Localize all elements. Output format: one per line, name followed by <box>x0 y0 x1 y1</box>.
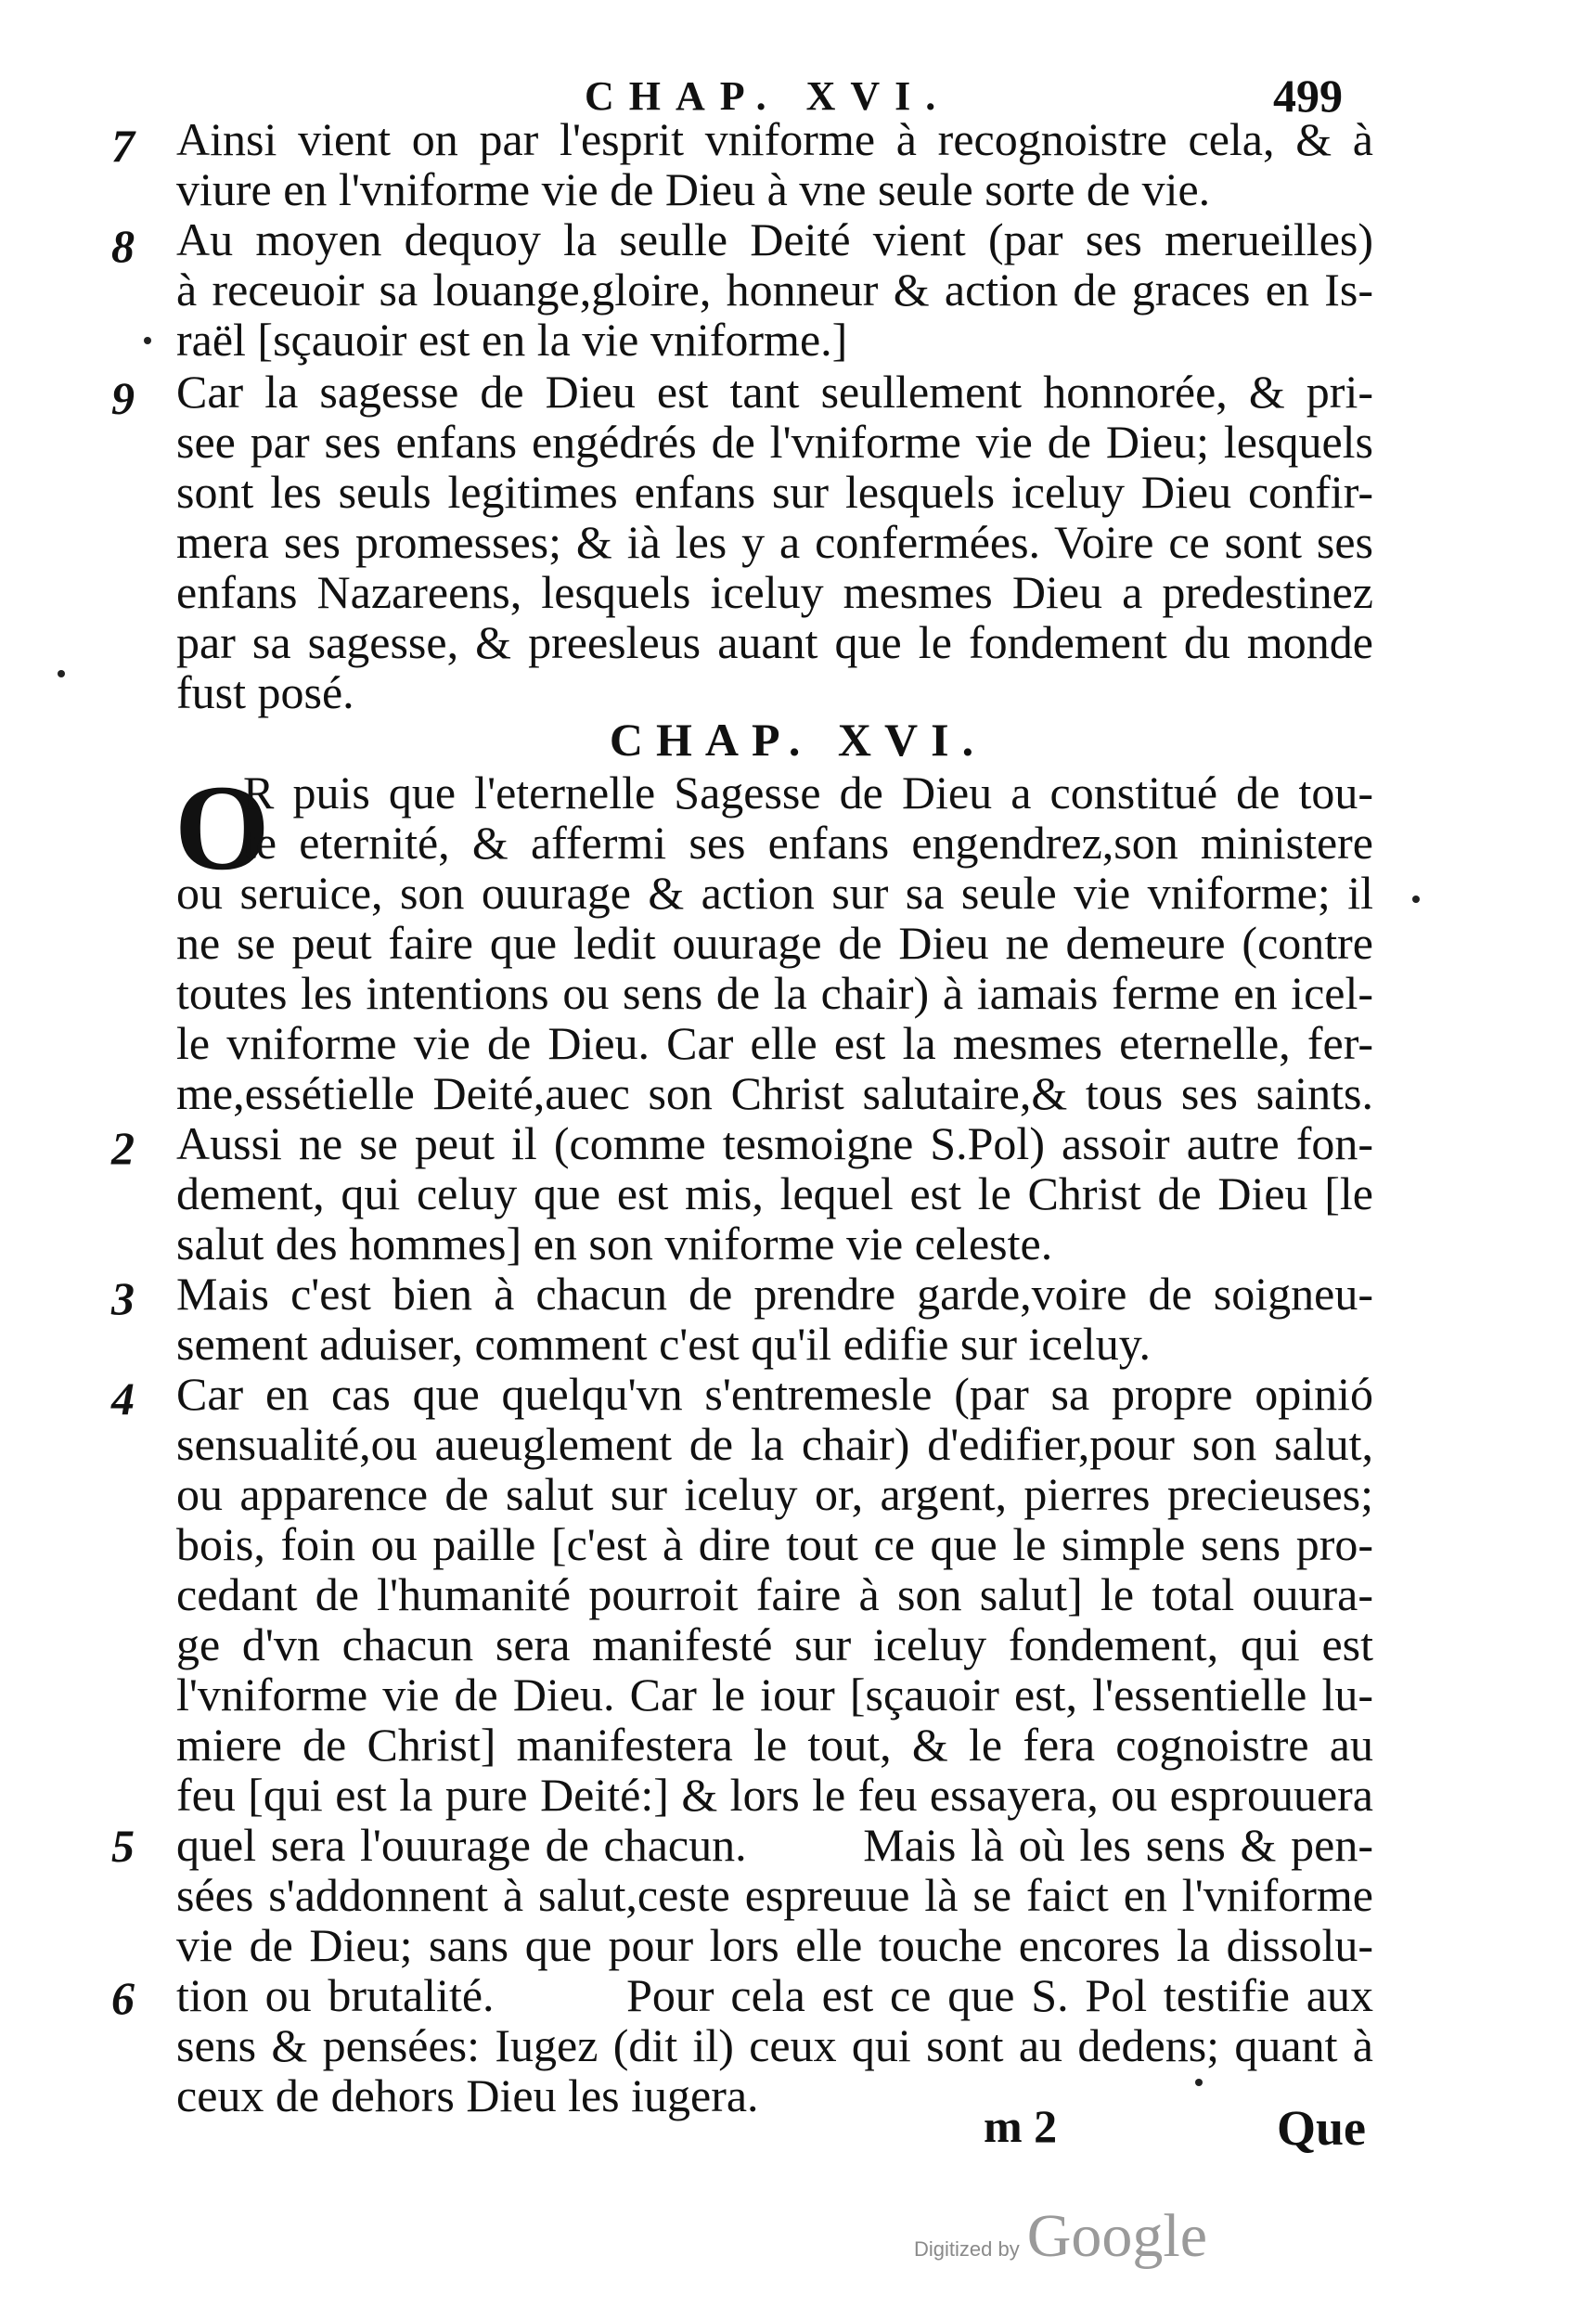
verse-number: 4 <box>111 1373 135 1424</box>
running-head: CHAP. XVI. <box>585 73 951 119</box>
text-line: Aussi ne se peut il (comme tesmoigne S.Pol) assoir autre fon- <box>176 1117 1373 1169</box>
ink-speck <box>144 337 151 344</box>
text-line: ou apparence de salut sur iceluy or, argent, pierres precieuses; <box>176 1468 1373 1520</box>
text-line: mera ses promesses; & ià les y a confermées. Voire ce sont ses <box>176 516 1373 568</box>
text-line: miere de Christ] manifestera le tout, & le fera cognoistre au <box>176 1719 1373 1771</box>
verse-number: 9 <box>111 372 135 424</box>
text-line: à receuoir sa louange,gloire, honneur & action de graces en Is- <box>176 264 1373 316</box>
text-line: Mais c'est bien à chacun de prendre garde,voire de soigneu- <box>176 1268 1373 1320</box>
verse-number: 2 <box>111 1122 135 1174</box>
chapter-heading: CHAP. XVI. <box>609 714 987 766</box>
text-line: sens & pensées: Iugez (dit il) ceux qui sont au dedens; quant à <box>176 2019 1373 2071</box>
text-line: cedant de l'humanité pourroit faire à son salut] le total ouura- <box>176 1568 1373 1620</box>
text-line: Au moyen dequoy la seulle Deité vient (par ses merueilles) <box>176 213 1373 265</box>
text-line: vie de Dieu; sans que pour lors elle touche encores la dissolu- <box>176 1919 1373 1971</box>
text-line: salut des hommes] en son vniforme vie celeste. <box>176 1218 1053 1270</box>
text-line: ceux de dehors Dieu les iugera. <box>176 2069 759 2121</box>
google-logo: Google <box>1026 2202 1208 2270</box>
digitized-label: Digitized by <box>914 2237 1020 2261</box>
text-line: ou seruice, son ouurage & action sur sa seule vie vniforme; il <box>176 867 1373 919</box>
text-line: quel sera l'ouurage de chacun. Mais là où les sens & pen- <box>176 1819 1373 1871</box>
text-line: dement, qui celuy que est mis, lequel est le Christ de Dieu [le <box>176 1167 1373 1219</box>
page-number: 499 <box>1273 70 1343 122</box>
drop-cap: O <box>174 759 270 896</box>
text-line: fust posé. <box>176 666 354 718</box>
text-line: sensualité,ou aueuglement de la chair) d'edifier,pour son salut, <box>176 1418 1373 1470</box>
text-line: R puis que l'eternelle Sagesse de Dieu a constitué de tou- <box>243 767 1373 818</box>
verse-number: 5 <box>111 1820 135 1872</box>
verse-number: 6 <box>111 1972 135 2024</box>
text-line: le vniforme vie de Dieu. Car elle est la mesmes eternelle, fer- <box>176 1017 1373 1069</box>
digitized-badge <box>914 2201 1207 2272</box>
ink-speck <box>58 670 65 677</box>
text-line: feu [qui est la pure Deité:] & lors le feu essayera, ou esprouuera <box>176 1769 1373 1821</box>
catchword: Que <box>1277 2100 1367 2156</box>
text-line: ne se peut faire que ledit ouurage de Dieu ne demeure (contre <box>176 917 1373 969</box>
ink-speck <box>1195 2079 1203 2086</box>
text-line: viure en l'vniforme vie de Dieu à vne seule sorte de vie. <box>176 163 1211 215</box>
verse-number: 7 <box>111 120 135 172</box>
text-line: see par ses enfans engédrés de l'vniforme vie de Dieu; lesquels <box>176 416 1373 468</box>
text-line: ge d'vn chacun sera manifesté sur iceluy fondement, qui est <box>176 1618 1373 1670</box>
text-line: Ainsi vient on par l'esprit vniforme à recognoistre cela, & à <box>176 113 1373 165</box>
verse-number: 8 <box>111 220 135 272</box>
text-line: Car la sagesse de Dieu est tant seullement honnorée, & pri- <box>176 366 1373 418</box>
text-line: sement aduiser, comment c'est qu'il edifie sur iceluy. <box>176 1318 1151 1370</box>
text-line: toutes les intentions ou sens de la chair) à iamais ferme en icel- <box>176 967 1373 1019</box>
text-line: bois, foin ou paille [c'est à dire tout ce que le simple sens pro- <box>176 1518 1373 1570</box>
text-line: Car en cas que quelqu'vn s'entremesle (par sa propre opinió <box>176 1368 1373 1420</box>
text-line: l'vniforme vie de Dieu. Car le iour [sçauoir est, l'essentielle lu- <box>176 1669 1373 1721</box>
text-line: enfans Nazareens, lesquels iceluy mesmes Dieu a predestinez <box>176 566 1373 618</box>
text-line: te eternité, & affermi ses enfans engendrez,son ministere <box>243 817 1373 869</box>
signature-mark: m 2 <box>984 2100 1058 2152</box>
text-line: tion ou brutalité. Pour cela est ce que S. Pol testifie aux <box>176 1969 1373 2021</box>
text-line: par sa sagesse, & preesleus auant que le fondement du monde <box>176 616 1373 668</box>
text-line: me,essétielle Deité,auec son Christ salutaire,& tous ses saints. <box>176 1067 1373 1119</box>
ink-speck <box>1412 896 1420 903</box>
text-line: raël [sçauoir est en la vie vniforme.] <box>176 314 848 366</box>
text-line: sont les seuls legitimes enfans sur lesquels iceluy Dieu confir- <box>176 466 1373 518</box>
verse-number: 3 <box>111 1272 135 1324</box>
text-line: sées s'addonnent à salut,ceste espreuue là se faict en l'vniforme <box>176 1869 1373 1921</box>
